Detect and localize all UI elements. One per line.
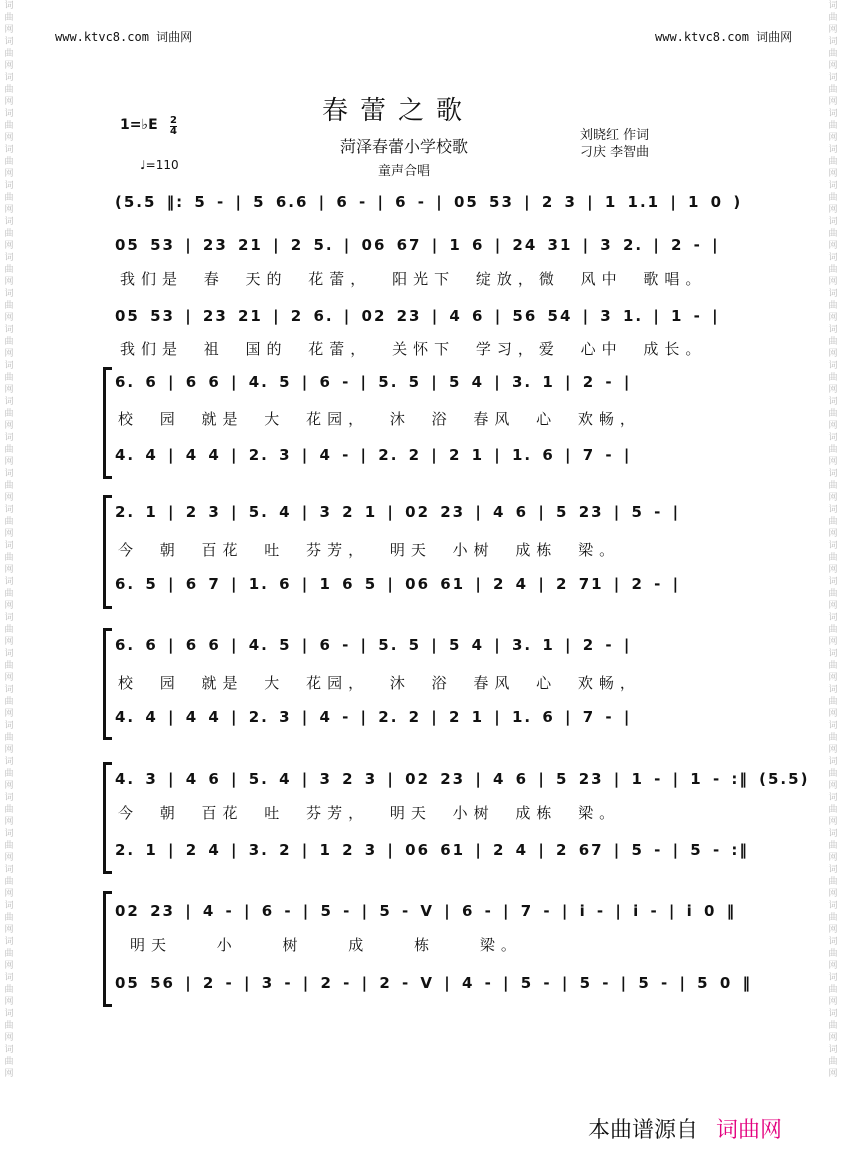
watermark-glyph: 网 — [828, 457, 838, 467]
watermark-glyph: 网 — [828, 925, 838, 935]
watermark-glyph: 网 — [4, 745, 14, 755]
watermark-glyph: 词 — [828, 829, 838, 839]
watermark-glyph: 网 — [828, 277, 838, 287]
watermark-glyph: 词 — [4, 1045, 14, 1055]
watermark-glyph: 曲 — [4, 301, 14, 311]
source-brand-link[interactable]: 词曲网 — [716, 1118, 783, 1143]
watermark-glyph: 网 — [828, 1033, 838, 1043]
watermark-glyph: 词 — [828, 433, 838, 443]
watermark-glyph: 曲 — [4, 229, 14, 239]
watermark-glyph: 词 — [828, 541, 838, 551]
key-signature: 1=♭E — [120, 117, 158, 133]
watermark-glyph: 网 — [828, 169, 838, 179]
system-bracket — [103, 367, 112, 479]
watermark-glyph: 网 — [4, 133, 14, 143]
watermark-glyph: 词 — [828, 361, 838, 371]
notation-chorus4-lower: 2. 1 | 2 4 | 3. 2 | 1 2 3 | 06 61 | 2 4 | 2 67 | 5 - | 5 - :‖ — [115, 841, 749, 859]
watermark-glyph: 曲 — [828, 121, 838, 131]
watermark-glyph: 词 — [4, 973, 14, 983]
watermark-glyph: 网 — [828, 241, 838, 251]
watermark-glyph: 词 — [4, 829, 14, 839]
watermark-glyph: 曲 — [828, 373, 838, 383]
watermark-glyph: 网 — [4, 817, 14, 827]
watermark-glyph: 曲 — [4, 625, 14, 635]
watermark-glyph: 网 — [4, 277, 14, 287]
watermark-glyph: 词 — [4, 361, 14, 371]
watermark-glyph: 网 — [4, 25, 14, 35]
watermark-glyph: 曲 — [4, 481, 14, 491]
watermark-glyph: 网 — [828, 1069, 838, 1079]
watermark-glyph: 曲 — [4, 913, 14, 923]
watermark-glyph: 词 — [4, 865, 14, 875]
watermark-glyph: 词 — [828, 865, 838, 875]
watermark-glyph: 词 — [828, 649, 838, 659]
watermark-glyph: 网 — [828, 493, 838, 503]
notation-chorus3-lower: 4. 4 | 4 4 | 2. 3 | 4 - | 2. 2 | 2 1 | 1. 6 | 7 - | — [115, 708, 632, 726]
notation-verse1: 05 53 | 23 21 | 2 5. | 06 67 | 1 6 | 24 31 | 3 2. | 2 - | — [115, 236, 720, 254]
watermark-glyph: 曲 — [828, 985, 838, 995]
watermark-glyph: 网 — [828, 25, 838, 35]
watermark-glyph: 曲 — [4, 13, 14, 23]
lyric-chorus1: 校 园 就是 大 花园， 沐 浴 春风 心 欢畅， — [118, 410, 641, 428]
watermark-glyph: 词 — [4, 1, 14, 11]
watermark-glyph: 曲 — [828, 769, 838, 779]
watermark-glyph: 网 — [828, 997, 838, 1007]
watermark-glyph: 曲 — [4, 445, 14, 455]
watermark-glyph: 网 — [828, 205, 838, 215]
watermark-glyph: 词 — [828, 109, 838, 119]
lyric-coda: 明天 小 树 成 栋 梁。 — [130, 936, 522, 954]
watermark-glyph: 曲 — [828, 157, 838, 167]
watermark-glyph: 词 — [828, 181, 838, 191]
watermark-glyph: 网 — [4, 997, 14, 1007]
system-bracket — [103, 762, 112, 874]
watermark-glyph: 曲 — [828, 805, 838, 815]
watermark-glyph: 网 — [828, 961, 838, 971]
watermark-glyph: 网 — [828, 421, 838, 431]
watermark-glyph: 词 — [828, 145, 838, 155]
watermark-glyph: 网 — [4, 61, 14, 71]
watermark-glyph: 词 — [828, 397, 838, 407]
tempo-mark: ♩=110 — [140, 158, 179, 172]
watermark-glyph: 曲 — [4, 697, 14, 707]
watermark-glyph: 词 — [828, 901, 838, 911]
watermark-glyph: 词 — [828, 577, 838, 587]
watermark-glyph: 曲 — [828, 697, 838, 707]
watermark-glyph: 网 — [4, 529, 14, 539]
watermark-glyph: 曲 — [828, 1021, 838, 1031]
watermark-glyph: 词 — [4, 145, 14, 155]
watermark-glyph: 曲 — [828, 193, 838, 203]
watermark-glyph: 网 — [4, 1069, 14, 1079]
lyric-chorus2: 今 朝 百花 吐 芬芳， 明天 小树 成栋 梁。 — [118, 541, 621, 559]
watermark-glyph: 词 — [4, 253, 14, 263]
watermark-glyph: 词 — [828, 1, 838, 11]
watermark-glyph: 词 — [4, 613, 14, 623]
watermark-glyph: 网 — [828, 745, 838, 755]
notation-intro: (5.5 ‖: 5 - | 5 6.6 | 6 - | 6 - | 05 53 | 2 3 | 1 1.1 | 1 0 ) — [115, 193, 743, 211]
watermark-glyph: 曲 — [828, 265, 838, 275]
notation-chorus2-upper: 2. 1 | 2 3 | 5. 4 | 3 2 1 | 02 23 | 4 6 | 5 23 | 5 - | — [115, 503, 681, 521]
watermark-glyph: 词 — [828, 1009, 838, 1019]
watermark-glyph: 词 — [4, 433, 14, 443]
watermark-glyph: 曲 — [4, 121, 14, 131]
system-bracket — [103, 628, 112, 740]
watermark-glyph: 词 — [4, 505, 14, 515]
watermark-glyph: 词 — [4, 901, 14, 911]
watermark-glyph: 网 — [828, 61, 838, 71]
watermark-glyph: 曲 — [4, 1021, 14, 1031]
watermark-glyph: 曲 — [828, 661, 838, 671]
watermark-glyph: 网 — [828, 637, 838, 647]
notation-coda-lower: 05 56 | 2 - | 3 - | 2 - | 2 - V | 4 - | 5 - | 5 - | 5 - | 5 0 ‖ — [115, 974, 753, 992]
watermark-glyph: 网 — [4, 205, 14, 215]
voice-type: 童声合唱 — [378, 164, 431, 179]
watermark-glyph: 词 — [828, 469, 838, 479]
watermark-glyph: 网 — [4, 853, 14, 863]
watermark-glyph: 词 — [828, 721, 838, 731]
watermark-glyph: 词 — [4, 685, 14, 695]
site-url-right[interactable]: www.ktvc8.com 词曲网 — [655, 30, 793, 44]
watermark-glyph: 曲 — [4, 769, 14, 779]
watermark-glyph: 曲 — [4, 949, 14, 959]
system-bracket — [103, 891, 112, 1007]
watermark-glyph: 网 — [4, 457, 14, 467]
watermark-glyph: 曲 — [828, 733, 838, 743]
watermark-glyph: 曲 — [4, 985, 14, 995]
watermark-glyph: 网 — [828, 313, 838, 323]
notation-chorus3-upper: 6. 6 | 6 6 | 4. 5 | 6 - | 5. 5 | 5 4 | 3. 1 | 2 - | — [115, 636, 632, 654]
watermark-glyph: 词 — [828, 613, 838, 623]
watermark-right — [824, 0, 842, 1171]
system-bracket — [103, 495, 112, 609]
watermark-glyph: 曲 — [4, 553, 14, 563]
source-attribution — [588, 1113, 782, 1144]
watermark-glyph: 网 — [828, 817, 838, 827]
watermark-glyph: 曲 — [4, 517, 14, 527]
watermark-glyph: 曲 — [4, 49, 14, 59]
notation-verse2: 05 53 | 23 21 | 2 6. | 02 23 | 4 6 | 56 54 | 3 1. | 1 - | — [115, 307, 720, 325]
watermark-glyph: 曲 — [828, 481, 838, 491]
watermark-glyph: 曲 — [828, 589, 838, 599]
lyric-chorus3: 校 园 就是 大 花园， 沐 浴 春风 心 欢畅， — [118, 674, 641, 692]
watermark-glyph: 词 — [4, 793, 14, 803]
watermark-glyph: 网 — [4, 313, 14, 323]
watermark-glyph: 网 — [4, 349, 14, 359]
watermark-glyph: 网 — [4, 169, 14, 179]
watermark-glyph: 曲 — [4, 337, 14, 347]
watermark-glyph: 词 — [4, 37, 14, 47]
song-subtitle: 菏泽春蕾小学校歌 — [340, 137, 469, 156]
watermark-glyph: 网 — [828, 97, 838, 107]
watermark-glyph: 网 — [828, 529, 838, 539]
lyric-chorus4: 今 朝 百花 吐 芬芳， 明天 小树 成栋 梁。 — [118, 804, 621, 822]
watermark-glyph: 曲 — [4, 589, 14, 599]
watermark-glyph: 词 — [828, 73, 838, 83]
watermark-glyph: 网 — [4, 1033, 14, 1043]
watermark-glyph: 曲 — [828, 625, 838, 635]
watermark-glyph: 曲 — [828, 553, 838, 563]
time-signature: 2 4 — [170, 115, 177, 137]
watermark-glyph: 曲 — [828, 517, 838, 527]
watermark-glyph: 网 — [828, 889, 838, 899]
watermark-glyph: 网 — [4, 241, 14, 251]
watermark-glyph: 词 — [828, 973, 838, 983]
watermark-glyph: 曲 — [4, 733, 14, 743]
watermark-glyph: 词 — [828, 289, 838, 299]
watermark-glyph: 词 — [828, 37, 838, 47]
watermark-glyph: 词 — [828, 685, 838, 695]
watermark-glyph: 网 — [4, 385, 14, 395]
watermark-glyph: 曲 — [828, 1057, 838, 1067]
watermark-glyph: 词 — [4, 181, 14, 191]
watermark-glyph: 网 — [828, 349, 838, 359]
watermark-glyph: 网 — [828, 565, 838, 575]
watermark-glyph: 网 — [4, 673, 14, 683]
watermark-glyph: 曲 — [4, 193, 14, 203]
watermark-glyph: 词 — [828, 757, 838, 767]
watermark-glyph: 网 — [4, 925, 14, 935]
lyric-verse1: 我们是 春 天的 花蕾， 阳光下 绽放，微 风中 歌唱。 — [120, 270, 707, 288]
watermark-glyph: 词 — [4, 757, 14, 767]
watermark-glyph: 曲 — [828, 229, 838, 239]
watermark-glyph: 网 — [828, 385, 838, 395]
watermark-glyph: 网 — [828, 781, 838, 791]
watermark-glyph: 词 — [4, 721, 14, 731]
watermark-glyph: 曲 — [4, 841, 14, 851]
watermark-glyph: 词 — [828, 1045, 838, 1055]
watermark-glyph: 网 — [828, 673, 838, 683]
watermark-glyph: 曲 — [828, 301, 838, 311]
watermark-glyph: 网 — [4, 97, 14, 107]
watermark-glyph: 曲 — [4, 661, 14, 671]
watermark-glyph: 曲 — [828, 409, 838, 419]
watermark-glyph: 网 — [4, 889, 14, 899]
watermark-glyph: 曲 — [4, 85, 14, 95]
watermark-glyph: 网 — [4, 781, 14, 791]
watermark-glyph: 词 — [4, 1009, 14, 1019]
site-url-left[interactable]: www.ktvc8.com 词曲网 — [55, 30, 193, 44]
composer-credit: 刁庆 李智曲 — [580, 145, 650, 160]
watermark-glyph: 网 — [828, 853, 838, 863]
watermark-glyph: 词 — [4, 397, 14, 407]
watermark-glyph: 曲 — [4, 805, 14, 815]
lyricist-credit: 刘晓红 作词 — [580, 128, 650, 143]
watermark-glyph: 词 — [828, 325, 838, 335]
watermark-glyph: 网 — [4, 961, 14, 971]
watermark-glyph: 网 — [828, 601, 838, 611]
watermark-glyph: 曲 — [4, 265, 14, 275]
watermark-left — [0, 0, 18, 1171]
watermark-glyph: 词 — [828, 253, 838, 263]
watermark-glyph: 词 — [4, 325, 14, 335]
watermark-glyph: 网 — [828, 133, 838, 143]
watermark-glyph: 曲 — [4, 409, 14, 419]
watermark-glyph: 词 — [4, 73, 14, 83]
watermark-glyph: 曲 — [828, 841, 838, 851]
notation-coda-upper: 02 23 | 4 - | 6 - | 5 - | 5 - V | 6 - | 7 - | i - | i - | i 0 ‖ — [115, 902, 737, 920]
watermark-glyph: 词 — [828, 937, 838, 947]
watermark-glyph: 词 — [4, 109, 14, 119]
watermark-glyph: 网 — [4, 565, 14, 575]
notation-chorus1-lower: 4. 4 | 4 4 | 2. 3 | 4 - | 2. 2 | 2 1 | 1. 6 | 7 - | — [115, 446, 632, 464]
notation-chorus2-lower: 6. 5 | 6 7 | 1. 6 | 1 6 5 | 06 61 | 2 4 | 2 71 | 2 - | — [115, 575, 681, 593]
watermark-glyph: 曲 — [828, 913, 838, 923]
watermark-glyph: 曲 — [4, 1057, 14, 1067]
watermark-glyph: 词 — [4, 217, 14, 227]
watermark-glyph: 曲 — [828, 445, 838, 455]
watermark-glyph: 词 — [828, 505, 838, 515]
watermark-glyph: 词 — [4, 469, 14, 479]
watermark-glyph: 词 — [4, 289, 14, 299]
watermark-glyph: 词 — [4, 577, 14, 587]
watermark-glyph: 曲 — [828, 877, 838, 887]
watermark-glyph: 网 — [4, 637, 14, 647]
watermark-glyph: 曲 — [828, 13, 838, 23]
watermark-glyph: 词 — [828, 217, 838, 227]
watermark-glyph: 网 — [4, 601, 14, 611]
watermark-glyph: 网 — [4, 493, 14, 503]
watermark-glyph: 曲 — [828, 949, 838, 959]
watermark-glyph: 曲 — [4, 877, 14, 887]
lyric-verse2: 我们是 祖 国的 花蕾， 关怀下 学习，爱 心中 成长。 — [120, 340, 707, 358]
watermark-glyph: 网 — [4, 421, 14, 431]
watermark-glyph: 词 — [828, 793, 838, 803]
watermark-glyph: 曲 — [4, 157, 14, 167]
watermark-glyph: 网 — [828, 709, 838, 719]
watermark-glyph: 曲 — [828, 337, 838, 347]
watermark-glyph: 词 — [4, 649, 14, 659]
song-title: 春蕾之歌 — [322, 96, 475, 126]
notation-chorus4-upper: 4. 3 | 4 6 | 5. 4 | 3 2 3 | 02 23 | 4 6 | 5 23 | 1 - | 1 - :‖ (5.5) — [115, 770, 810, 788]
watermark-glyph: 曲 — [828, 85, 838, 95]
watermark-glyph: 网 — [4, 709, 14, 719]
watermark-glyph: 词 — [4, 541, 14, 551]
notation-chorus1-upper: 6. 6 | 6 6 | 4. 5 | 6 - | 5. 5 | 5 4 | 3. 1 | 2 - | — [115, 373, 632, 391]
watermark-glyph: 曲 — [4, 373, 14, 383]
source-label: 本曲谱源自 — [588, 1118, 699, 1143]
watermark-glyph: 词 — [4, 937, 14, 947]
watermark-glyph: 曲 — [828, 49, 838, 59]
